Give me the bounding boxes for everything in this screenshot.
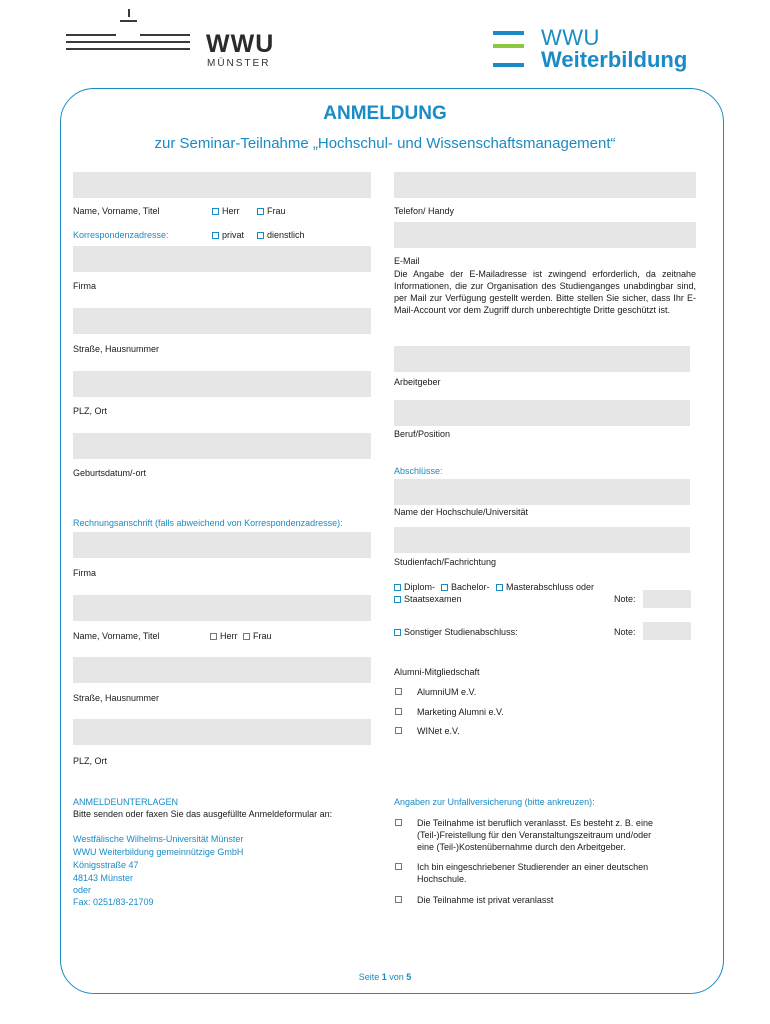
- plz-label: PLZ, Ort: [73, 406, 108, 416]
- sonstiger-checkbox[interactable]: Sonstiger Studienabschluss:: [394, 627, 518, 638]
- unterlagen-text: Bitte senden oder faxen Sie das ausgefüllte Anmeldeformular an:: [73, 809, 333, 819]
- plz2-input[interactable]: [73, 719, 371, 745]
- address-line-3: Königsstraße 47: [73, 860, 139, 870]
- herr-checkbox[interactable]: Herr: [212, 206, 240, 217]
- staatsexamen-checkbox[interactable]: Staatsexamen: [394, 594, 462, 605]
- weiterbildung-logo-bar-1: [493, 31, 524, 35]
- herr2-checkbox[interactable]: Herr: [210, 631, 238, 642]
- unfall-studierend-checkbox[interactable]: [395, 863, 402, 870]
- frau-checkbox[interactable]: Frau: [257, 206, 286, 217]
- unfall-studierend-line-2: Hochschule.: [417, 874, 467, 884]
- hochschule-label: Name der Hochschule/Universität: [394, 507, 529, 517]
- marketing-alumni-label: Marketing Alumni e.V.: [417, 707, 504, 717]
- plz2-label: PLZ, Ort: [73, 756, 108, 766]
- weiterbildung-logo-bar-2: [493, 44, 524, 48]
- korrespondenz-label: Korrespondenzadresse:: [73, 230, 169, 240]
- firma-input[interactable]: [73, 246, 371, 272]
- arbeitgeber-label: Arbeitgeber: [394, 377, 441, 387]
- firma2-label: Firma: [73, 568, 96, 578]
- note1-input[interactable]: [643, 590, 691, 608]
- alumnium-label: AlumniUM e.V.: [417, 687, 477, 697]
- marketing-alumni-checkbox[interactable]: [395, 708, 402, 715]
- address-line-1: Westfälische Wilhelms-Universität Münster: [73, 834, 244, 844]
- frau2-checkbox[interactable]: Frau: [243, 631, 272, 642]
- master-checkbox[interactable]: Masterabschluss oder: [496, 582, 594, 593]
- beruf-label: Beruf/Position: [394, 429, 451, 439]
- weiterbildung-logo-line1: WWU: [541, 25, 600, 50]
- firma-label: Firma: [73, 281, 96, 291]
- alumni-label: Alumni-Mitgliedschaft: [394, 667, 480, 677]
- page-footer: Seite 1 von 5: [358, 972, 412, 982]
- dienstlich-checkbox[interactable]: dienstlich: [257, 230, 305, 241]
- geburt-input[interactable]: [73, 433, 371, 459]
- page-title: ANMELDUNG: [323, 103, 447, 124]
- email-note: Die Angabe der E-Mailadresse ist zwingend erforderlich, da zeitnahe Informationen, die zur Organisation des Studienganges unabdingbar sind, per Mail zur Verfügung gestellt werden. Bitte stellen Sie sicher, dass Ihr E-Mail-Account vor dem Zugriff durch unberechtigte Dritte geschützt ist.: [394, 269, 696, 315]
- unfall-studierend-line-1: Ich bin eingeschriebener Studierender an einer deutschen: [417, 862, 649, 872]
- note1-label: Note:: [614, 594, 636, 604]
- address-line-6: Fax: 0251/83-21709: [73, 897, 154, 907]
- note2-label: Note:: [614, 627, 636, 637]
- alumnium-checkbox[interactable]: [395, 688, 402, 695]
- unterlagen-title: ANMELDEUNTERLAGEN: [73, 797, 179, 807]
- plz-input[interactable]: [73, 371, 371, 397]
- privat-checkbox[interactable]: privat: [212, 230, 244, 241]
- hochschule-input[interactable]: [394, 479, 690, 505]
- name-label: Name, Vorname, Titel: [73, 206, 160, 216]
- name2-input[interactable]: [73, 595, 371, 621]
- weiterbildung-logo-line2: Weiterbildung: [541, 47, 688, 72]
- unfall-beruflich-line-1: Die Teilnahme ist beruflich veranlasst. Es besteht z. B. eine: [417, 818, 653, 828]
- telefon-input[interactable]: [394, 172, 696, 198]
- studienfach-label: Studienfach/Fachrichtung: [394, 557, 497, 567]
- firma2-input[interactable]: [73, 532, 371, 558]
- note2-input[interactable]: [643, 622, 691, 640]
- unfall-beruflich-line-3: eine (Teil-)Kostenübernahme durch den Arbeitgeber.: [417, 842, 626, 852]
- beruf-input[interactable]: [394, 400, 690, 426]
- strasse2-label: Straße, Hausnummer: [73, 693, 160, 703]
- wwu-logo-text: WWU: [206, 30, 275, 58]
- unfall-label: Angaben zur Unfallversicherung (bitte ankreuzen):: [394, 797, 595, 807]
- weiterbildung-logo-bar-3: [493, 63, 524, 67]
- strasse2-input[interactable]: [73, 657, 371, 683]
- rechnung-label: Rechnungsanschrift (falls abweichend von Korrespondenzadresse):: [73, 518, 343, 528]
- strasse-label: Straße, Hausnummer: [73, 344, 160, 354]
- studienfach-input[interactable]: [394, 527, 690, 553]
- unfall-beruflich-line-2: (Teil-)Freistellung für den Veranstaltungszeitraum und/oder: [417, 830, 652, 840]
- page-subtitle: zur Seminar-Teilnahme „Hochschul- und Wissenschaftsmanagement“: [154, 135, 616, 152]
- diplom-checkbox[interactable]: Diplom-: [394, 582, 435, 593]
- abschluesse-label: Abschlüsse:: [394, 466, 443, 476]
- address-line-5: oder: [73, 885, 92, 895]
- wwu-logo-sub: MÜNSTER: [207, 58, 271, 69]
- arbeitgeber-input[interactable]: [394, 346, 690, 372]
- winet-checkbox[interactable]: [395, 727, 402, 734]
- name-input[interactable]: [73, 172, 371, 198]
- name2-label: Name, Vorname, Titel: [73, 631, 160, 641]
- bachelor-checkbox[interactable]: Bachelor-: [441, 582, 490, 593]
- email-input[interactable]: [394, 222, 696, 248]
- unfall-privat-label: Die Teilnahme ist privat veranlasst: [417, 895, 554, 905]
- unfall-privat-checkbox[interactable]: [395, 896, 402, 903]
- unfall-beruflich-checkbox[interactable]: [395, 819, 402, 826]
- strasse-input[interactable]: [73, 308, 371, 334]
- email-label: E-Mail: [394, 256, 420, 266]
- address-line-4: 48143 Münster: [73, 873, 134, 883]
- geburt-label: Geburtsdatum/-ort: [73, 468, 147, 478]
- winet-label: WINet e.V.: [417, 726, 460, 736]
- telefon-label: Telefon/ Handy: [394, 206, 455, 216]
- address-line-2: WWU Weiterbildung gemeinnützige GmbH: [73, 847, 244, 857]
